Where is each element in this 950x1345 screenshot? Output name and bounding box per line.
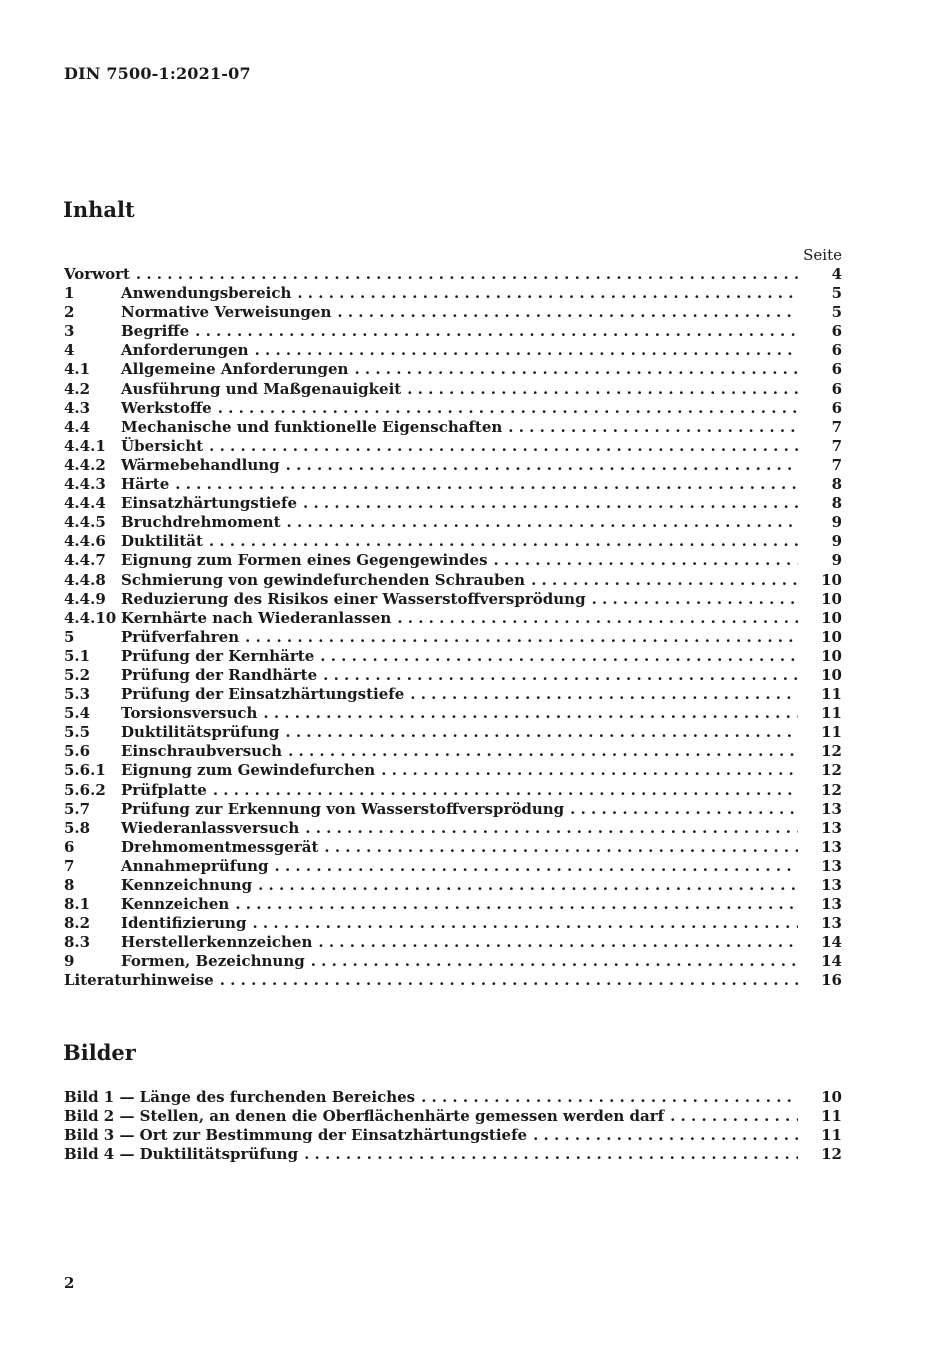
entry-page: 11 (821, 704, 842, 723)
entry-number: 4.4.6 (64, 532, 106, 551)
entry-title: Anwendungsbereich (121, 284, 292, 303)
entry-page: 6 (831, 398, 842, 417)
entry-page: 10 (821, 1088, 842, 1106)
toc-entry[interactable] (64, 781, 842, 800)
entry-number: 4 (64, 341, 75, 360)
toc-entry[interactable] (64, 571, 842, 590)
dot-leader (255, 341, 798, 359)
entry-number: 4.4.4 (64, 494, 106, 513)
toc-entry[interactable] (64, 341, 842, 360)
entry-title: Literaturhinweise (64, 971, 214, 990)
entry-title: Prüfung zur Erkennung von Wasserstoffversprödung (121, 799, 565, 818)
entry-title: Anforderungen (121, 341, 249, 360)
dot-leader (410, 685, 798, 703)
entry-number: 4.4.7 (64, 551, 106, 570)
toc-entry[interactable] (64, 952, 842, 971)
entry-title: Bild 3 — Ort zur Bestimmung der Einsatzhärtungstiefe (64, 1126, 528, 1145)
entry-page: 5 (831, 303, 842, 322)
toc-entry[interactable] (64, 284, 842, 303)
entry-page: 11 (821, 723, 842, 742)
entry-page: 12 (821, 761, 842, 780)
page-column-label: Seite (803, 246, 842, 264)
dot-leader (324, 838, 798, 856)
toc-entry[interactable] (64, 437, 842, 456)
dot-leader (494, 551, 798, 569)
entry-page: 10 (821, 589, 842, 608)
entry-page: 14 (821, 952, 842, 971)
dot-leader (252, 914, 798, 932)
entry-title: Prüfung der Einsatzhärtungstiefe (121, 685, 405, 704)
entry-number: 6 (64, 837, 75, 856)
entry-page: 6 (831, 379, 842, 398)
toc-entry[interactable] (64, 494, 842, 513)
toc-entry[interactable] (64, 857, 842, 876)
entry-number: 8.3 (64, 933, 91, 952)
toc-entry[interactable] (64, 475, 842, 494)
dot-leader (303, 494, 798, 512)
toc-entry[interactable] (64, 685, 842, 704)
entry-title: Kennzeichen (121, 895, 230, 914)
entry-number: 4.4.9 (64, 589, 106, 608)
entry-number: 9 (64, 952, 75, 971)
entry-title: Werkstoffe (121, 398, 212, 417)
entry-number: 4.4.5 (64, 513, 106, 532)
dot-leader (245, 628, 798, 646)
entry-page: 13 (821, 876, 842, 894)
entry-title: Identifizierung (121, 914, 247, 933)
entry-page: 12 (821, 742, 842, 761)
entry-page: 13 (821, 895, 842, 914)
entry-page: 10 (821, 627, 842, 646)
toc-entry[interactable] (64, 666, 842, 685)
dot-leader (195, 322, 798, 340)
toc-entry[interactable] (64, 895, 842, 914)
toc-entry[interactable] (64, 418, 842, 437)
entry-page: 10 (821, 570, 842, 589)
entry-number: 8.2 (64, 914, 91, 933)
toc-entry[interactable] (64, 303, 842, 322)
dot-leader (286, 456, 798, 474)
entry-title: Prüfung der Randhärte (121, 665, 318, 684)
entry-title: Duktilitätsprüfung (121, 723, 280, 742)
entry-page: 13 (821, 799, 842, 818)
entry-page: 7 (831, 436, 842, 455)
entry-number: 5.4 (64, 704, 91, 723)
entry-number: 3 (64, 322, 75, 341)
entry-page: 6 (831, 322, 842, 341)
entry-title: Einsatzhärtungstiefe (121, 494, 298, 513)
entry-number: 1 (64, 284, 75, 303)
entry-title: Formen, Bezeichnung (121, 952, 305, 971)
entry-page: 10 (821, 608, 842, 627)
entry-title: Prüfverfahren (121, 627, 240, 646)
figure-entry[interactable] (64, 1107, 842, 1126)
dot-leader (263, 704, 798, 722)
toc-entry[interactable] (64, 876, 842, 895)
dot-leader (175, 475, 798, 493)
entry-page: 9 (831, 551, 842, 570)
dot-leader (275, 857, 798, 875)
entry-title: Härte (121, 475, 170, 494)
entry-page: 8 (831, 475, 842, 494)
toc-entry[interactable] (64, 723, 842, 742)
dot-leader (421, 1088, 798, 1106)
entry-number: 4.4.10 (64, 608, 117, 627)
entry-page: 14 (821, 933, 842, 952)
entry-page: 13 (821, 856, 842, 875)
entry-title: Schmierung von gewindefurchenden Schrauben (121, 570, 526, 589)
toc-entry[interactable] (64, 647, 842, 666)
toc-entry[interactable] (64, 838, 842, 857)
entry-number: 2 (64, 303, 75, 322)
entry-title: Prüfung der Kernhärte (121, 646, 315, 665)
toc-entry[interactable] (64, 551, 842, 570)
entry-page: 12 (821, 1145, 842, 1164)
toc-entry[interactable] (64, 819, 842, 838)
entry-number: 5.6.1 (64, 761, 106, 780)
dot-leader (318, 933, 798, 951)
dot-leader (136, 265, 798, 283)
toc-entry[interactable] (64, 609, 842, 628)
entry-number: 4.1 (64, 360, 91, 379)
entry-page: 6 (831, 360, 842, 379)
entry-title: Bild 1 — Länge des furchenden Bereiches (64, 1088, 416, 1106)
toc-entry[interactable] (64, 933, 842, 952)
entry-title: Annahmeprüfung (121, 856, 269, 875)
figures-list (64, 1088, 842, 1164)
dot-leader (323, 666, 798, 684)
toc-entry[interactable] (64, 628, 842, 647)
dot-leader (213, 781, 798, 799)
dot-leader (209, 532, 798, 550)
figure-entry[interactable] (64, 1145, 842, 1164)
entry-title: Allgemeine Anforderungen (121, 360, 349, 379)
figure-entry[interactable] (64, 1088, 842, 1107)
entry-title: Eignung zum Gewindefurchen (121, 761, 376, 780)
entry-page: 7 (831, 417, 842, 436)
dot-leader (570, 800, 798, 818)
entry-number: 5.8 (64, 818, 91, 837)
entry-page: 11 (821, 1107, 842, 1126)
entry-number: 4.2 (64, 379, 91, 398)
dot-leader (407, 380, 798, 398)
entry-title: Wiederanlassversuch (121, 818, 300, 837)
entry-title: Bruchdrehmoment (121, 513, 281, 532)
entry-page: 8 (831, 494, 842, 513)
toc-entry[interactable] (64, 761, 842, 780)
entry-page: 16 (821, 971, 842, 990)
entry-title: Mechanische und funktionelle Eigenschaften (121, 417, 503, 436)
dot-leader (220, 971, 798, 989)
entry-number: 5.6 (64, 742, 91, 761)
toc-entry[interactable] (64, 513, 842, 532)
entry-number: 5.7 (64, 799, 91, 818)
toc-entry[interactable] (64, 532, 842, 551)
dot-leader (305, 819, 798, 837)
dot-leader (320, 647, 798, 665)
dot-leader (381, 761, 798, 779)
entry-number: 5.2 (64, 665, 91, 684)
entry-number: 5 (64, 627, 75, 646)
entry-number: 4.4.3 (64, 475, 106, 494)
dot-leader (285, 723, 798, 741)
entry-page: 10 (821, 646, 842, 665)
toc-entry[interactable] (64, 800, 842, 819)
entry-title: Begriffe (121, 322, 190, 341)
toc-entry[interactable] (64, 914, 842, 933)
entry-number: 5.3 (64, 685, 91, 704)
entry-page: 6 (831, 341, 842, 360)
entry-title: Eignung zum Formen eines Gegengewindes (121, 551, 488, 570)
dot-leader (354, 360, 798, 378)
entry-page: 11 (821, 1126, 842, 1145)
entry-title: Ausführung und Maßgenauigkeit (121, 379, 402, 398)
entry-page: 4 (831, 265, 842, 283)
toc-entry[interactable] (64, 456, 842, 475)
entry-title: Torsionsversuch (121, 704, 258, 723)
entry-page: 10 (821, 665, 842, 684)
entry-title: Vorwort (64, 265, 130, 283)
dot-leader (592, 590, 798, 608)
entry-title: Duktilität (121, 532, 203, 551)
entry-number: 8.1 (64, 895, 91, 914)
toc-entry[interactable] (64, 380, 842, 399)
entry-title: Wärmebehandlung (121, 455, 280, 474)
dot-leader (304, 1145, 798, 1163)
entry-number: 4.4.8 (64, 570, 106, 589)
entry-title: Bild 2 — Stellen, an denen die Oberflächenhärte gemessen werden darf (64, 1107, 665, 1126)
entry-number: 5.1 (64, 646, 91, 665)
entry-page: 13 (821, 837, 842, 856)
toc-entry[interactable] (64, 399, 842, 418)
entry-number: 4.4.2 (64, 455, 106, 474)
entry-title: Normative Verweisungen (121, 303, 332, 322)
entry-page: 12 (821, 780, 842, 799)
entry-title: Reduzierung des Risikos einer Wasserstoffversprödung (121, 589, 586, 608)
toc-list (64, 265, 842, 991)
dot-leader (533, 1126, 798, 1144)
page-number: 2 (64, 1274, 75, 1292)
entry-title: Übersicht (121, 436, 204, 455)
entry-page: 9 (831, 532, 842, 551)
dot-leader (297, 284, 798, 302)
entry-title: Prüfplatte (121, 780, 207, 799)
entry-title: Kennzeichnung (121, 876, 253, 894)
toc-entry[interactable] (64, 971, 842, 990)
toc-entry[interactable] (64, 322, 842, 341)
dot-leader (311, 952, 798, 970)
entry-title: Bild 4 — Duktilitätsprüfung (64, 1145, 299, 1164)
dot-leader (670, 1107, 798, 1125)
entry-number: 4.3 (64, 398, 91, 417)
document-id: DIN 7500-1:2021-07 (64, 64, 251, 83)
dot-leader (288, 742, 798, 760)
toc-entry[interactable] (64, 742, 842, 761)
entry-page: 13 (821, 914, 842, 933)
entry-page: 5 (831, 284, 842, 303)
entry-title: Kernhärte nach Wiederanlassen (121, 608, 392, 627)
toc-entry[interactable] (64, 360, 842, 379)
toc-entry[interactable] (64, 265, 842, 284)
entry-title: Einschraubversuch (121, 742, 283, 761)
entry-page: 11 (821, 685, 842, 704)
entry-number: 4.4 (64, 417, 91, 436)
dot-leader (337, 303, 798, 321)
figures-heading: Bilder (63, 1040, 136, 1065)
entry-page: 9 (831, 513, 842, 532)
dot-leader (235, 895, 798, 913)
figure-entry[interactable] (64, 1126, 842, 1145)
entry-number: 5.5 (64, 723, 91, 742)
dot-leader (397, 609, 798, 627)
toc-entry[interactable] (64, 590, 842, 609)
entry-number: 8 (64, 876, 75, 894)
dot-leader (218, 399, 798, 417)
toc-heading: Inhalt (63, 197, 135, 222)
dot-leader (531, 571, 798, 589)
dot-leader (508, 418, 798, 436)
entry-title: Herstellerkennzeichen (121, 933, 313, 952)
entry-number: 7 (64, 856, 75, 875)
dot-leader (209, 437, 798, 455)
entry-title: Drehmomentmessgerät (121, 837, 319, 856)
entry-number: 5.6.2 (64, 780, 106, 799)
entry-page: 13 (821, 818, 842, 837)
toc-entry[interactable] (64, 704, 842, 723)
dot-leader (258, 876, 798, 894)
entry-number: 4.4.1 (64, 436, 106, 455)
entry-page: 7 (831, 455, 842, 474)
dot-leader (287, 513, 799, 531)
